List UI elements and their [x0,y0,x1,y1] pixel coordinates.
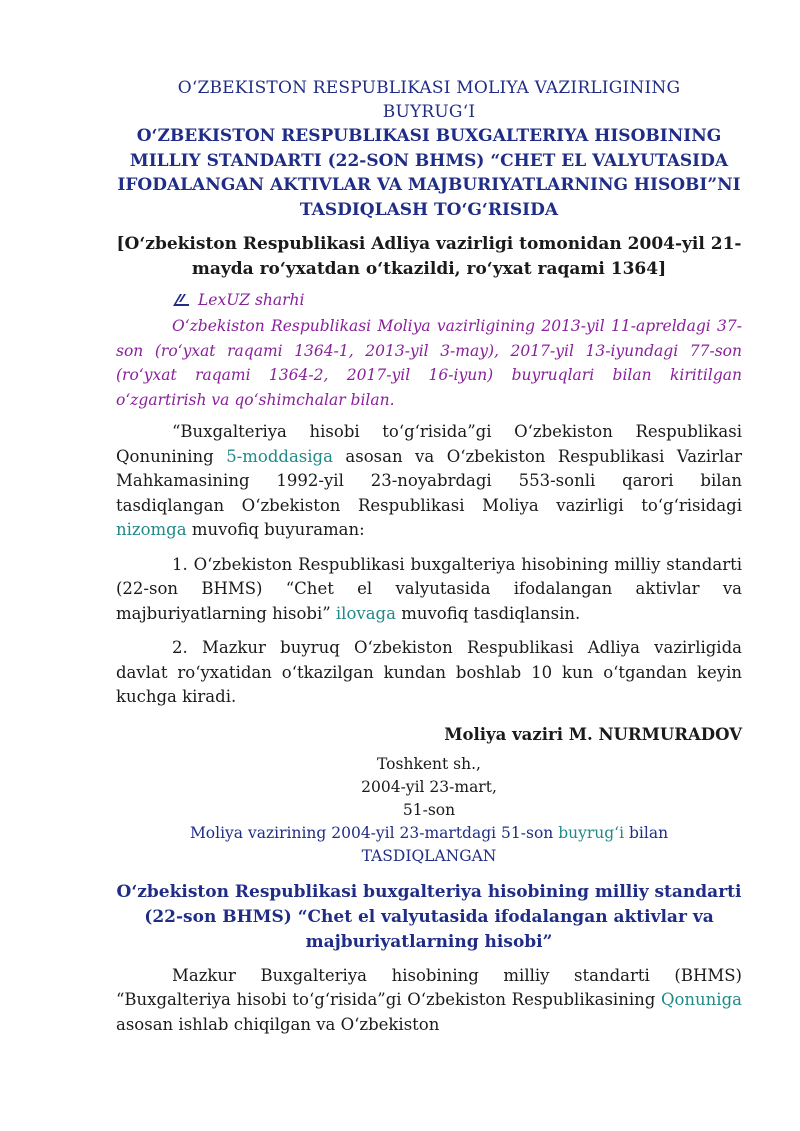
approval-text-b: bilan [624,823,669,842]
standard-intro-paragraph [116,964,742,1038]
registration-note: [O‘zbekiston Respublikasi Adliya vazirligi tomonidan 2004-yil 21-mayda ro‘yxatdan o‘tkazildi, ro‘yxat raqami 1364] [116,234,742,279]
clause-1-text-a: 1. O‘zbekiston Respublikasi buxgalteriya hisobining milliy standarti (22-son BHMS) “Chet el valyutasida ifodalangan aktivlar va majburiyatlarning hisobi” [116,554,742,623]
document-page [116,76,742,1037]
preamble-text-b: asosan va O‘zbekiston Respublikasi Vazirlar Mahkamasining 1992-yil 23-noyabrdagi 553-sonli qarori bilan tasdiqlangan O‘zbekiston Respublikasi Moliya vazirligi to‘g‘risidagi [116,446,742,515]
clause-1-paragraph [116,553,742,627]
standard-intro-text-b: asosan ishlab chiqilgan va O‘zbekiston [116,1014,440,1034]
regulation-link[interactable]: nizomga [116,520,187,539]
approval-block [116,822,742,868]
preamble-paragraph [116,420,742,543]
order-number: 51-son [402,800,456,819]
approval-line1 [116,822,742,845]
ministry-heading-line1: O‘ZBEKISTON RESPUBLIKASI MOLIYA VAZIRLIGINING [177,78,681,98]
approval-text-a: Moliya vazirining 2004-yil 23-martdagi 51-son [189,823,559,842]
ministry-heading-line2: BUYRUG‘I [382,102,476,122]
article-5-link[interactable]: 5-moddasiga [226,446,333,466]
lexuz-label: LexUZ sharhi [198,291,305,309]
amendment-note: O‘zbekiston Respublikasi Moliya vazirligining 2013-yil 11-apreldagi 37-son (ro‘yxat raqami 1364-1, 2013-yil 3-may), 2017-yil 13-iyundagi 77-son (ro‘yxat raqami 1364-2, 2017-yil 16-iyun) buyruqlari bilan kiritilgan o‘zgartirish va qo‘shimchalar bilan. [116,317,742,409]
clause-2-paragraph: 2. Mazkur buyruq O‘zbekiston Respublikasi Adliya vazirligida davlat ro‘yxatidan o‘tkazilgan kundan boshlab 10 kun o‘tgandan keyin kuchga kiradi. [116,638,742,706]
annex-link[interactable]: ilovaga [335,603,396,623]
lexuz-icon [172,293,190,307]
place-date-block [116,753,742,822]
signing-date: 2004-yil 23-mart, [361,777,497,796]
standard-title: O‘zbekiston Respublikasi buxgalteriya hisobining milliy standarti (22-son BHMS) “Chet el valyutasida ifodalangan aktivlar va majburiyatlarning hisobi” [116,881,742,952]
ministry-heading [116,76,742,124]
minister-signature: Moliya vaziri M. NURMURADOV [444,724,742,744]
order-link[interactable]: buyrug‘i [558,823,625,842]
approval-line2: TASDIQLANGAN [361,846,497,865]
lexuz-commentary-link[interactable] [116,288,742,312]
order-title: O‘ZBEKISTON RESPUBLIKASI BUXGALTERIYA HISOBINING MILLIY STANDARTI (22-SON BHMS) “CHET EL VALYUTASIDA IFODALANGAN AKTIVLAR VA MAJBURIYATLARNING HISOBI”NI TASDIQLASH TO‘G‘RISIDA [117,126,741,220]
preamble-text-a: “Buxgalteriya hisobi to‘g‘risida”gi O‘zbekiston Respublikasi Qonunining [116,422,742,466]
law-link[interactable]: Qonuniga [660,990,742,1009]
signing-city: Toshkent sh., [377,754,481,773]
clause-1-text-b: muvofiq tasdiqlansin. [395,603,581,623]
preamble-text-c: muvofiq buyuraman: [186,520,365,539]
standard-intro-text-a: Mazkur Buxgalteriya hisobining milliy standarti (BHMS) “Buxgalteriya hisobi to‘g‘risida”gi O‘zbekiston Respublikasining [116,965,742,1009]
